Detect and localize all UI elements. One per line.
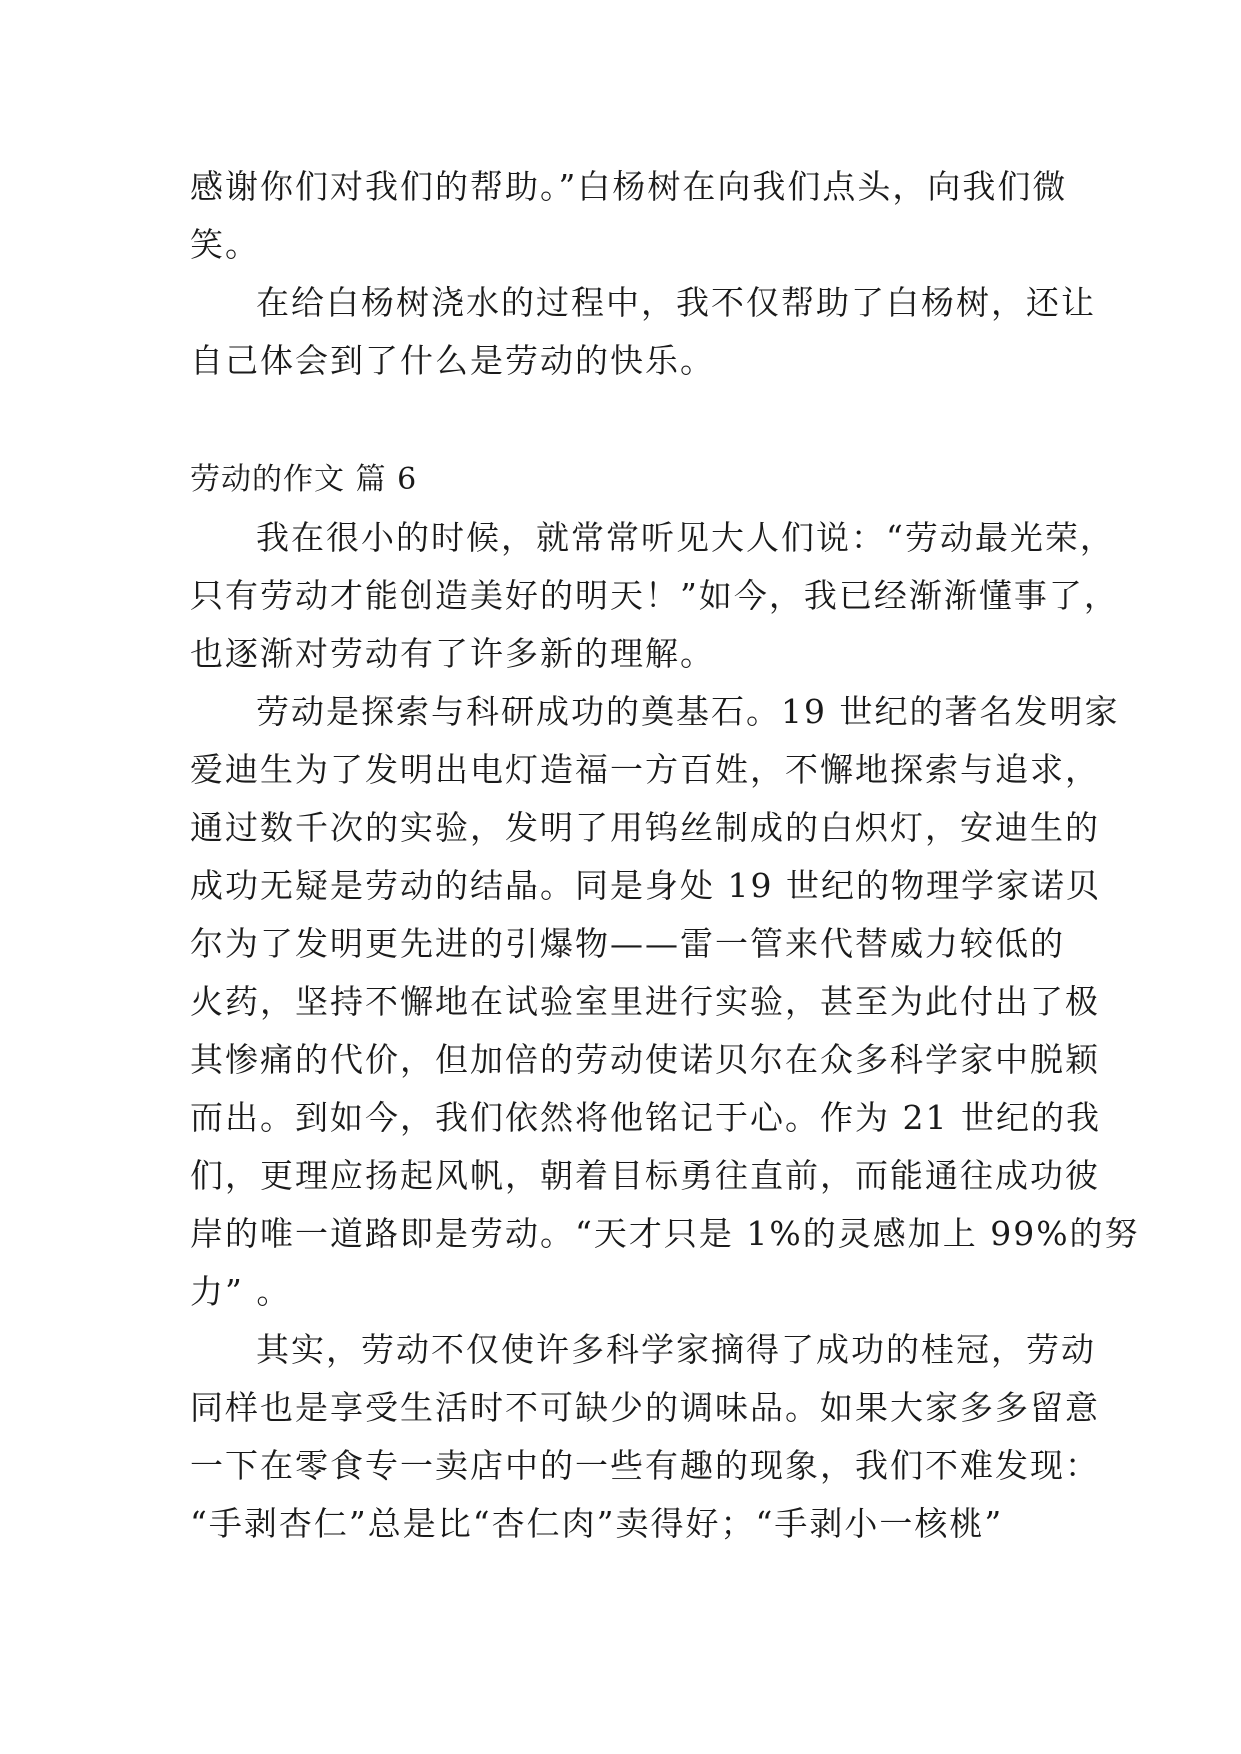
text-line: 同样也是享受生活时不可缺少的调味品。如果大家多多留意 [190, 1388, 1100, 1427]
text-line: 也逐渐对劳动有了许多新的理解。 [190, 634, 715, 673]
text-line: 只有劳动才能创造美好的明天！”如今，我已经渐渐懂事了， [190, 576, 1119, 615]
text-line: 感谢你们对我们的帮助。”白杨树在向我们点头，向我们微 [190, 167, 1068, 206]
text-line: 火药，坚持不懈地在试验室里进行实验，甚至为此付出了极 [190, 982, 1100, 1021]
text-line: 其惨痛的代价，但加倍的劳动使诺贝尔在众多科学家中脱颖 [190, 1040, 1100, 1079]
paragraph-line: 我在很小的时候，就常常听见大人们说：“劳动最光荣， [256, 518, 1115, 557]
text-line: “手剥杏仁”总是比“杏仁肉”卖得好；“手剥小一核桃” [190, 1504, 1004, 1543]
text-line: 笑。 [190, 225, 260, 264]
text-line: 尔为了发明更先进的引爆物——雷一管来代替威力较低的 [190, 924, 1065, 963]
text-line: 们，更理应扬起风帆，朝着目标勇往直前，而能通往成功彼 [190, 1156, 1100, 1195]
paragraph-line: 其实，劳动不仅使许多科学家摘得了成功的桂冠，劳动 [256, 1330, 1096, 1369]
text-line: 成功无疑是劳动的结晶。同是身处 19 世纪的物理学家诺贝 [190, 866, 1101, 905]
text-line: 通过数千次的实验，发明了用钨丝制成的白炽灯，安迪生的 [190, 808, 1100, 847]
text-line: 一下在零食专一卖店中的一些有趣的现象，我们不难发现： [190, 1446, 1100, 1485]
text-line: 力” 。 [190, 1272, 292, 1311]
section-title: 劳动的作文 篇 6 [190, 462, 418, 497]
paragraph-line: 在给白杨树浇水的过程中，我不仅帮助了白杨树，还让 [256, 283, 1096, 322]
text-line: 爱迪生为了发明出电灯造福一方百姓，不懈地探索与追求， [190, 750, 1100, 789]
text-line: 岸的唯一道路即是劳动。“天才只是 1%的灵感加上 99%的努 [190, 1214, 1140, 1253]
text-line: 而出。到如今，我们依然将他铭记于心。作为 21 世纪的我 [190, 1098, 1101, 1137]
text-line: 自己体会到了什么是劳动的快乐。 [190, 341, 715, 380]
paragraph-line: 劳动是探索与科研成功的奠基石。19 世纪的著名发明家 [256, 692, 1120, 731]
